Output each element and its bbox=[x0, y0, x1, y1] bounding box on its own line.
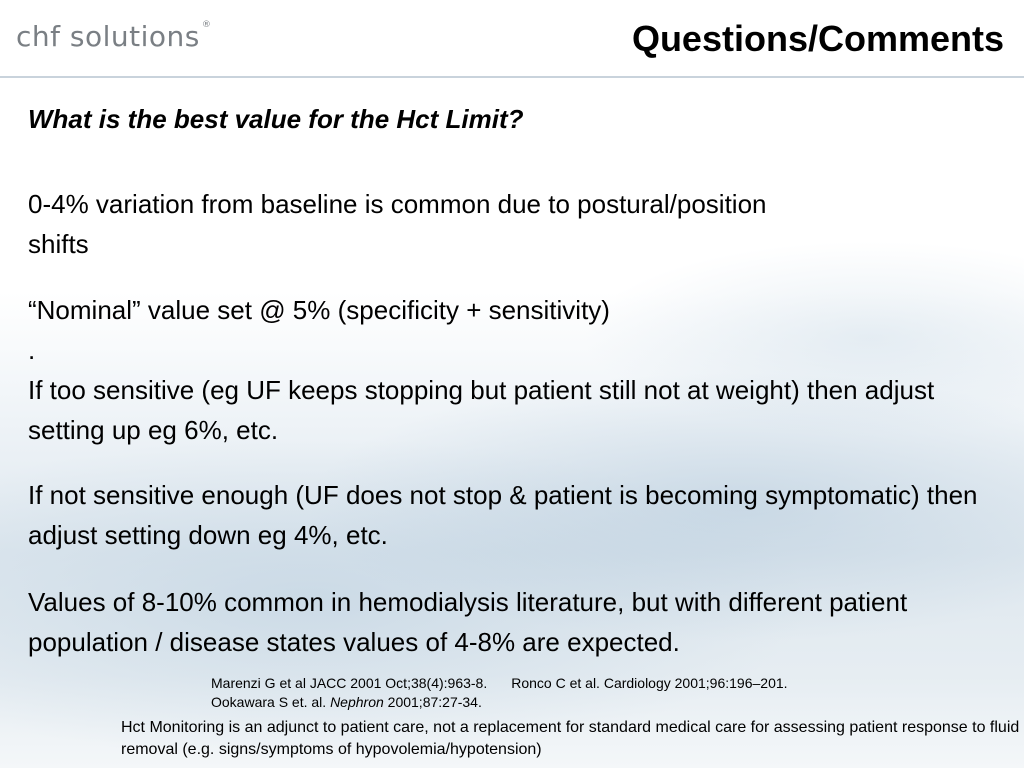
question-heading: What is the best value for the Hct Limit? bbox=[28, 104, 524, 134]
references bbox=[211, 674, 788, 712]
paragraph-baseline-variation: 0-4% variation from baseline is common due to postural/position shifts bbox=[28, 189, 767, 259]
reference-marenzi: Marenzi G et al JACC 2001 Oct;38(4):963-8. bbox=[211, 675, 488, 691]
logo-registered-mark: ® bbox=[201, 20, 212, 30]
slide-title: Questions/Comments bbox=[631, 18, 1004, 59]
header-divider bbox=[0, 76, 1024, 78]
reference-ronco: Ronco C et al. Cardiology 2001;96:196–201. bbox=[511, 675, 788, 691]
reference-line-2 bbox=[211, 693, 788, 712]
company-logo bbox=[16, 20, 211, 53]
paragraph-not-sensitive: If not sensitive enough (UF does not stop & patient is becoming symptomatic) then adjust setting down eg 4%, etc. bbox=[28, 480, 978, 550]
reference-ookawara-authors: Ookawara S et. al. bbox=[211, 694, 327, 710]
disclaimer-note: Hct Monitoring is an adjunct to patient care, not a replacement for standard medical care for assessing patient response to fluid removal (e.g. signs/symptoms of hypovolemia/hypotension) bbox=[121, 719, 1020, 758]
nominal-value-line: “Nominal” value set @ 5% (specificity + sensitivity) bbox=[28, 295, 610, 325]
reference-ookawara-journal: Nephron bbox=[330, 694, 384, 710]
reference-line-1 bbox=[211, 674, 788, 693]
reference-ookawara-details: 2001;87:27-34. bbox=[387, 694, 482, 710]
slide-header bbox=[0, 0, 1024, 78]
separator-dot: . bbox=[28, 335, 36, 365]
logo-text: chf solutions bbox=[16, 20, 200, 53]
paragraph-nominal-value bbox=[28, 290, 988, 450]
too-sensitive-line: If too sensitive (eg UF keeps stopping but patient still not at weight) then adjust setting up eg 6%, etc. bbox=[28, 375, 935, 445]
paragraph-hemodialysis-values: Values of 8-10% common in hemodialysis literature, but with different patient population / disease states values of 4-8% are expected. bbox=[28, 587, 908, 657]
